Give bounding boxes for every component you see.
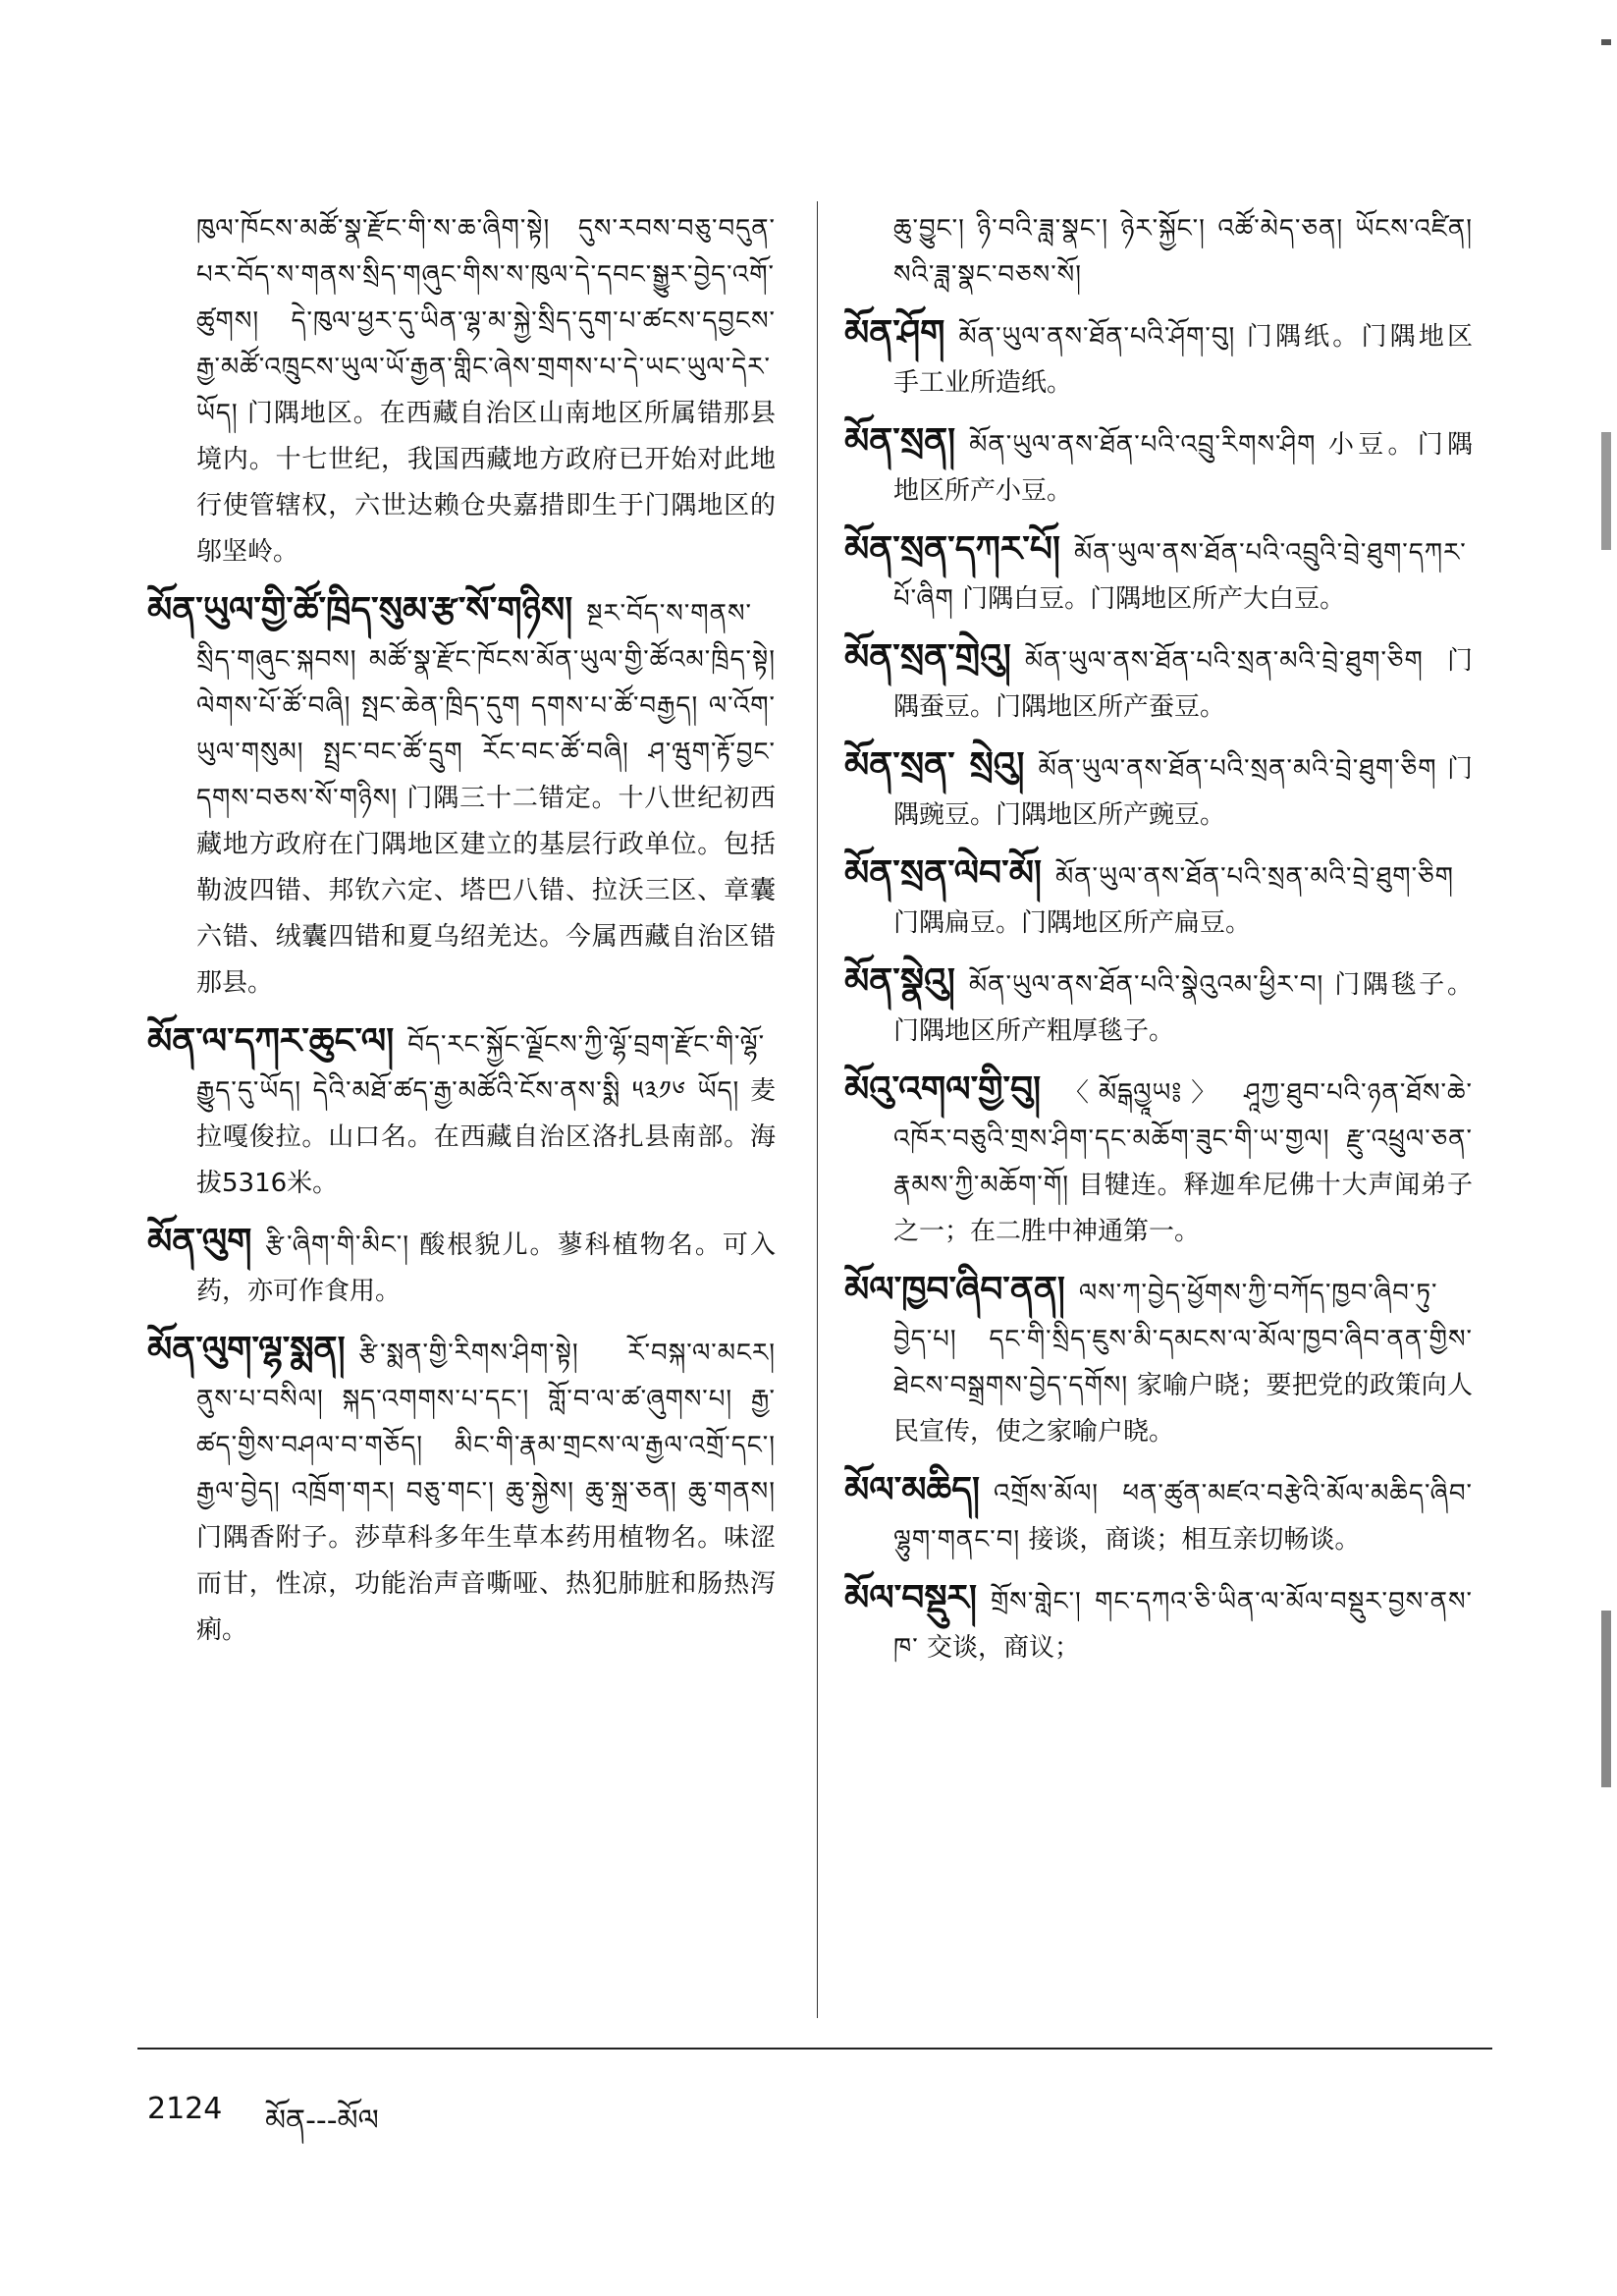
entry-headword: མོན་སྲན་གྲེའུ།: [844, 636, 1011, 678]
entry-headword: མོལ་མཆིད།: [844, 1469, 980, 1510]
entry-chinese-definition: 门隅纸。门隅地区手工业所造纸。: [893, 322, 1473, 398]
scan-edge-mark: [1601, 432, 1611, 550]
dictionary-entry: [844, 634, 1473, 731]
dictionary-entry: [844, 958, 1473, 1055]
entry-tibetan-definition: ཁུལ་ཁོངས་མཚོ་སྣ་རྫོང་གི་ས་ཆ་ཞིག་སྟེ། དུས་རབས་བཅུ་བདུན་པར་བོད་ས་གནས་སྲིད་གཞུང་གིས་ས་ཁུལ་དེ་དབང་སྒྱུར་བྱེད་འགོ་ཚུགས། དེ་ཁུལ་ཕྱར་དུ་ཡིན་ལྷ་མ་སྐྱེ་སྲིད་དུག་པ་ཚངས་དབྱངས་རྒྱ་མཚོ་འཁྲུངས་ཡུལ་ཡོ་རྒྱན་གླིང་ཞེས་གྲགས་པ་དེ་ཡང་ཡུལ་དེར་ཡོད།: [196, 214, 776, 428]
entry-headword: མོན་ལུག: [147, 1221, 252, 1262]
entry-chinese-definition: 目犍连。释迦牟尼佛十大声闻弟子之一；在二胜中神通第一。: [893, 1171, 1473, 1246]
entry-chinese-definition: 接谈，商谈；相互亲切畅谈。: [1028, 1525, 1361, 1555]
entry-tibetan-definition: མོན་ཡུལ་ནས་ཐོན་པའི་ཤོག་བུ།: [958, 322, 1236, 352]
entry-tibetan-definition: ཆུ་བྱུང་། ཉི་བའི་ཟླ་སྣང་། ཉེར་སྐྱོང་། འཚོ་མེད་ཅན། ཡོངས་འཛིན། སའི་ཟླ་སྣང་བཅས་སོ།: [893, 214, 1473, 290]
dictionary-entry: [844, 206, 1473, 299]
entry-tibetan-definition: མོན་ཡུལ་ནས་ཐོན་པའི་སྣེའུའམ་ཕྱིར་བ།: [968, 970, 1324, 1000]
dictionary-entry: [844, 310, 1473, 407]
entry-chinese-definition: 门隅三十二错定。十八世纪初西藏地方政府在门隅地区建立的基层行政单位。包括勒波四错、邦钦六定、塔巴八错、拉沃三区、章囊六错、绒囊四错和夏乌绍羌达。今属西藏自治区错那县。: [196, 784, 776, 998]
entry-headword: མོན་ཤོག: [844, 312, 945, 354]
entry-tibetan-definition: མོན་ཡུལ་ནས་ཐོན་པའི་སྲན་མའི་བྲེ་ཐུག་ཅིག: [1024, 646, 1424, 676]
entry-chinese-definition: 门隅香附子。莎草科多年生草本药用植物名。味涩而甘，性凉，功能治声音嘶哑、热犯肺脏和肠热泻痢。: [196, 1523, 776, 1645]
entry-headword: མོན་སྣེའུ།: [844, 960, 955, 1002]
entry-headword: མོན་ཡུལ་གྱི་ཚོ་ཁྲིད་སུམ་རྩ་སོ་གཉིས།: [147, 589, 573, 630]
scan-edge-mark: [1601, 39, 1611, 45]
dictionary-entry: [147, 206, 776, 575]
running-head: མོན---མོལ: [265, 2104, 379, 2138]
entry-tibetan-definition: བོད་རང་སྐྱོང་ལྗོངས་ཀྱི་ལྷོ་བྲག་རྫོང་གི་ལྷོ་རྒྱུད་དུ་ཡོད། དེའི་མཐོ་ཚད་རྒྱ་མཚོའི་ངོས་ནས་སྨི ༥༣༡༦ ཡོད།: [196, 1030, 766, 1106]
entry-tibetan-definition: རྩི་སྨན་གྱི་རིགས་ཤིག་སྟེ། རོ་བསྐ་ལ་མངར། ནུས་པ་བསིལ། སྐད་འགགས་པ་དང་། གློ་བ་ལ་ཚ་ཞུགས་པ། རྒྱ་ཚད་གྱིས་བཤལ་བ་གཅོད། མིང་གི་རྣམ་གྲངས་ལ་རྒྱལ་འགྲོ་དང་། རྒྱལ་བྱེད། འཁྲོག་གར། བཅུ་གང་། ཆུ་སྐྱེས། ཆུ་སྐྲ་ཅན། ཆུ་གནས།: [196, 1339, 776, 1506]
entry-headword: མོལ་བསྡུར།: [844, 1577, 977, 1618]
entry-tibetan-definition: མོན་ཡུལ་ནས་ཐོན་པའི་འབྲུ་རིགས་ཤིག: [969, 430, 1317, 460]
entry-chinese-definition: 家喻户晓；要把党的政策向人民宣传，使之家喻户晓。: [893, 1371, 1473, 1447]
entry-chinese-definition: 门隅毯子。门隅地区所产粗厚毯子。: [893, 970, 1473, 1046]
entry-tibetan-definition: མོན་ཡུལ་ནས་ཐོན་པའི་སྲན་མའི་བྲེ་ཐུག་ཅིག: [1054, 862, 1454, 892]
entry-chinese-definition: 门隅扁豆。门隅地区所产扁豆。: [893, 908, 1252, 938]
dictionary-entry: [844, 1467, 1473, 1563]
entry-headword: མོའུ་འགལ་གྱི་བུ།: [844, 1068, 1042, 1110]
entry-chinese-definition: 门隅白豆。门隅地区所产大白豆。: [962, 584, 1346, 614]
column-divider: [817, 201, 818, 2018]
dictionary-entry: [844, 1267, 1473, 1455]
entry-headword: མོན་སྲན་དཀར་པོ།: [844, 528, 1060, 570]
entry-tibetan-definition: མོན་ཡུལ་ནས་ཐོན་པའི་འབྲུའི་བྲེ་ཐུག་དཀར་པོ་ཞིག: [893, 538, 1467, 614]
dictionary-entry: [147, 1018, 776, 1207]
dictionary-entry: [844, 1066, 1473, 1255]
dictionary-entry: [844, 850, 1473, 947]
dictionary-entry: [844, 742, 1473, 839]
entry-tibetan-definition: ལས་ཀ་བྱེད་ཕྱོགས་ཀྱི་བཀོད་ཁྱབ་ཞིབ་ཏུ་བྱེད་པ། དང་གི་སྲིད་ཇུས་མི་དམངས་ལ་མོལ་ཁྱབ་ཞིབ་ནན་གྱིས་ཐེངས་བསྒྲགས་བྱེད་དགོས།: [893, 1279, 1473, 1400]
entry-headword: མོལ་ཁྱབ་ཞིབ་ནན།: [844, 1269, 1065, 1310]
page-number: 2124: [147, 2092, 223, 2126]
entry-chinese-definition: 门隅地区。在西藏自治区山南地区所属错那县境内。十七世纪，我国西藏地方政府已开始对此地行使管辖权，六世达赖仓央嘉措即生于门隅地区的邬坚岭。: [196, 399, 776, 567]
dictionary-entry: [147, 587, 776, 1007]
entry-tibetan-definition: རྩི་ཞིག་གི་མིང་།: [265, 1230, 409, 1260]
left-column: [147, 206, 776, 1666]
entry-chinese-definition: 门隅蚕豆。门隅地区所产蚕豆。: [893, 646, 1473, 722]
dictionary-entry: [844, 1575, 1473, 1671]
entry-chinese-definition: 门隅豌豆。门隅地区所产豌豆。: [893, 754, 1473, 830]
dictionary-entry: [147, 1219, 776, 1315]
entry-tibetan-definition: འགྲོས་མོལ། ཕན་ཚུན་མཛའ་བརྩེའི་མོལ་མཆིད་ཞིབ་ལྷུག་གནང་བ།: [893, 1479, 1473, 1555]
right-column: [844, 206, 1473, 1683]
entry-headword: མོན་སྲན་ སྲེའུ།: [844, 744, 1025, 786]
entry-tibetan-definition: གྲོས་གླེང་། གང་དཀའ་ཅི་ཡིན་ལ་མོལ་བསྡུར་བྱས་ནས་ཁ་: [893, 1587, 1473, 1663]
entry-chinese-definition: 麦拉嘎俊拉。山口名。在西藏自治区洛扎县南部。海拔5316米。: [196, 1076, 776, 1198]
entry-chinese-definition: 交谈，商议；: [926, 1633, 1080, 1663]
entry-tibetan-definition: མོན་ཡུལ་ནས་ཐོན་པའི་སྲན་མའི་བྲེ་ཐུག་ཅིག: [1038, 754, 1437, 784]
entry-chinese-definition: 小豆。门隅地区所产小豆。: [893, 430, 1473, 506]
entry-headword: མོན་སྲན་ལེབ་མོ།: [844, 852, 1042, 894]
entry-tibetan-definition: སྔར་བོད་ས་གནས་སྲིད་གཞུང་སྐབས། མཚོ་སྣ་རྫོང་ཁོངས་མོན་ཡུལ་གྱི་ཚོའམ་ཁྲིད་སྟེ། ལེགས་པོ་ཚོ་བཞི། སྤང་ཆེན་ཁྲིད་དུག དགས་པ་ཚོ་བརྒྱད། ལ་འོག་ཡུལ་གསུམ། སྤྲང་བང་ཚོ་དྲུག རོང་བང་ཚོ་བཞི། ཤ་ཝུག་རྟོ་བྱང་དགས་བཅས་སོ་གཉིས།: [196, 599, 776, 813]
scan-edge-mark: [1601, 1611, 1611, 1787]
entry-chinese-definition: 酸根貌儿。蓼科植物名。可入药，亦可作食用。: [196, 1230, 776, 1306]
dictionary-entry: [844, 418, 1473, 515]
entry-headword: མོན་ལ་དཀར་ཆུང་ལ།: [147, 1020, 395, 1062]
footer-rule: [137, 2048, 1492, 2050]
entry-headword: མོན་ལུག་ལྷ་སྨན།: [147, 1329, 346, 1370]
dictionary-entry: [844, 526, 1473, 623]
dictionary-entry: [147, 1327, 776, 1654]
entry-tibetan-definition: 〈མོདྒལྱཱཡ༔〉 ཤཱཀྱ་ཐུབ་པའི་ཉན་ཐོས་ཆེ་འཁོར་བཅུའི་གྲས་ཤིག་དང་མཆོག་ཟུང་གི་ཡ་གྱལ། རྫུ་འཕྲུལ་ཅན་རྣམས་ཀྱི་མཆོག་གོ།: [893, 1078, 1473, 1200]
entry-headword: མོན་སྲན།: [844, 420, 956, 462]
